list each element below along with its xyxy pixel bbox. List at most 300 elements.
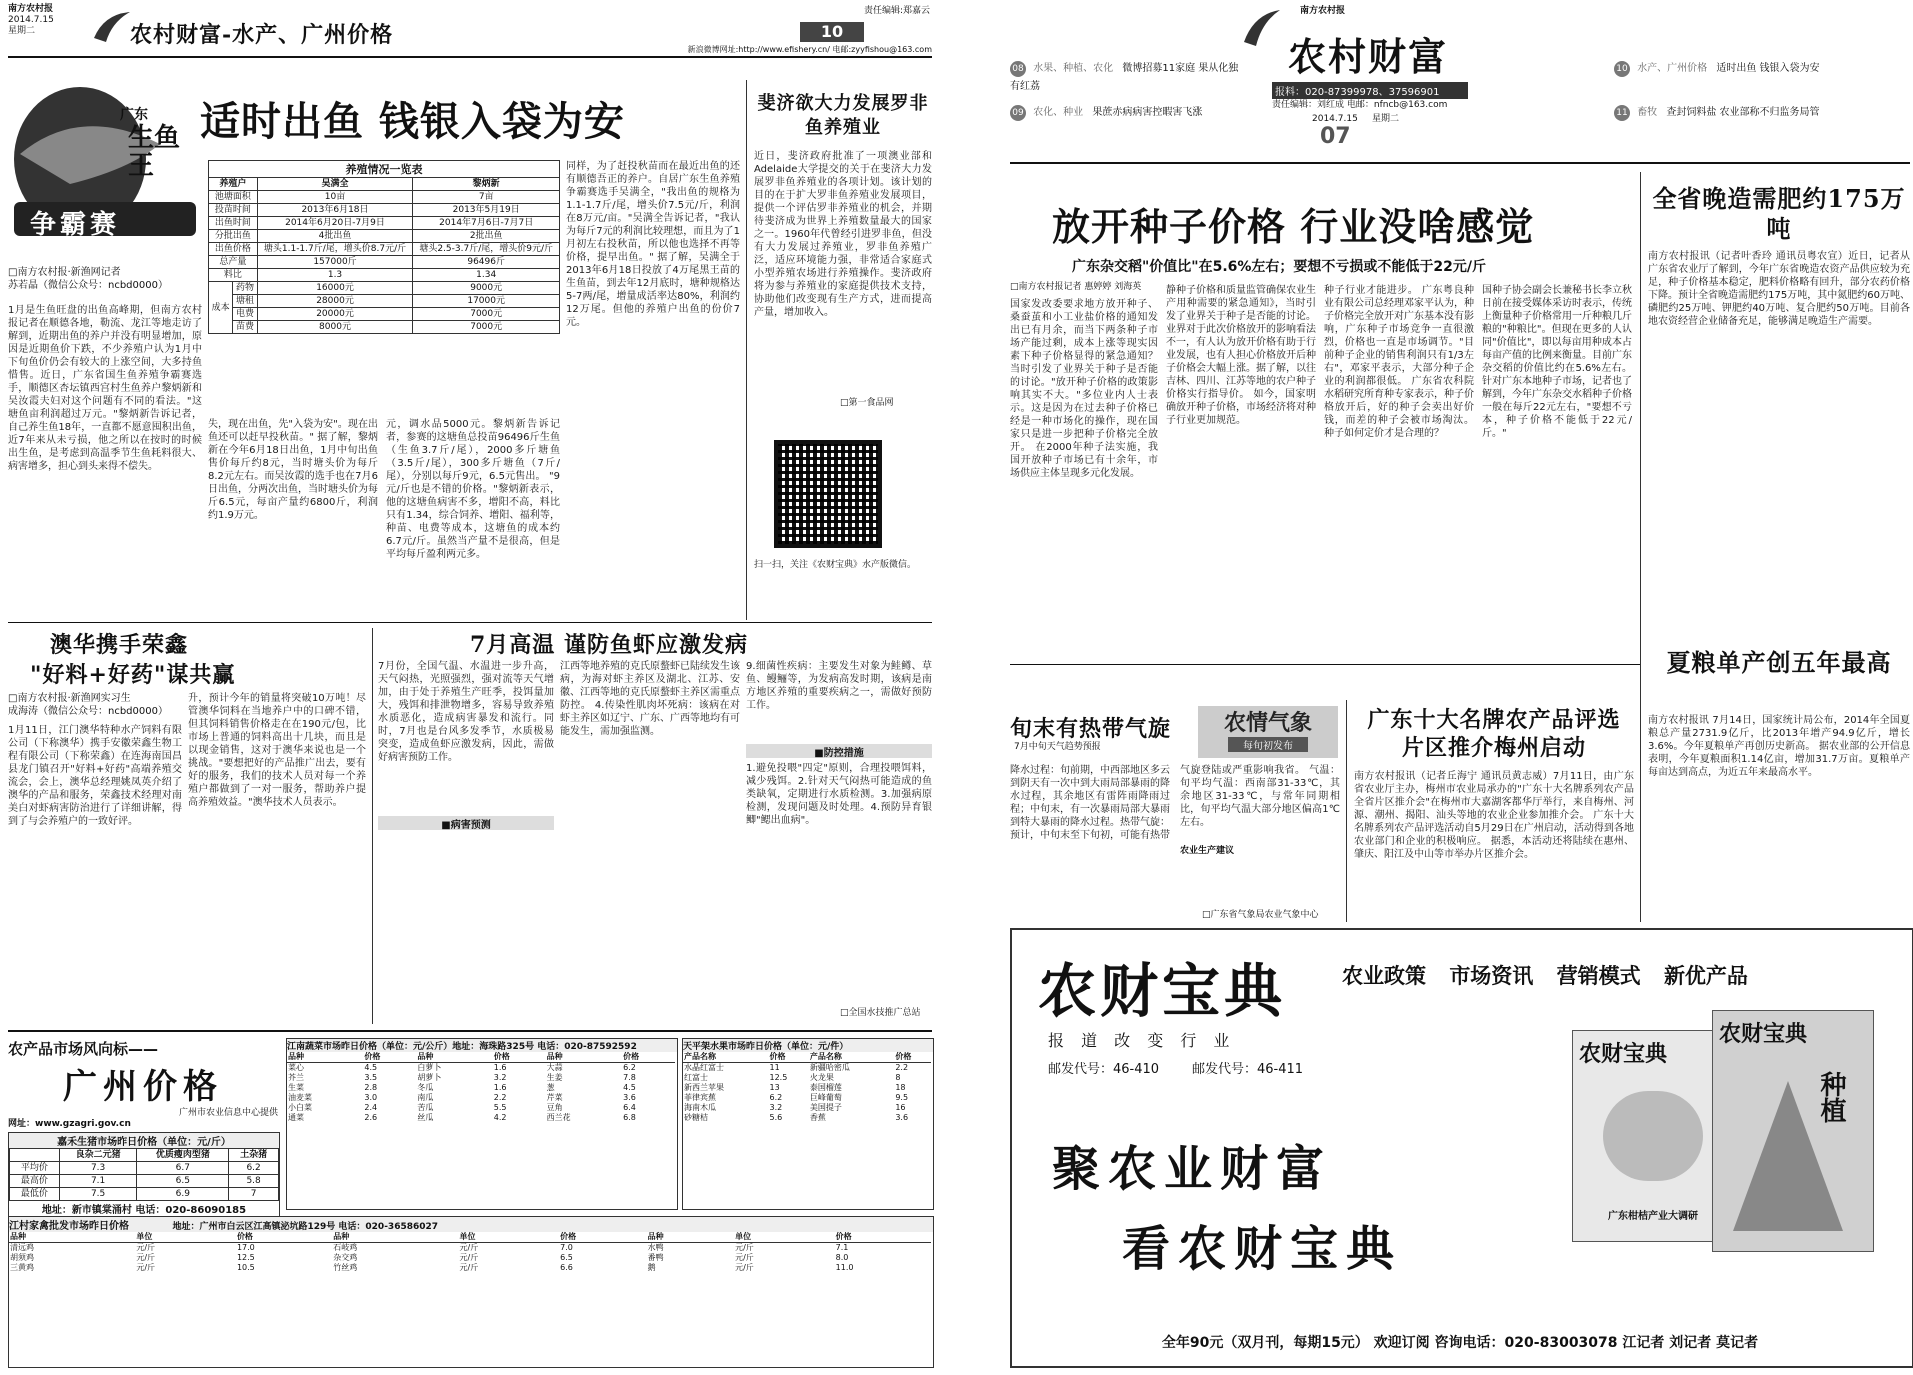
aohua-byline: □南方农村报·新渔网实习生 成海涛（微信公众号：ncbd0000） <box>8 693 168 717</box>
table-cell: 投苗时间 <box>209 204 258 217</box>
right-masthead-rule <box>1010 162 1910 164</box>
table-cell: 生菜 <box>288 1083 304 1092</box>
table-cell: 7.0 <box>560 1243 573 1252</box>
table-cell: 6.8 <box>623 1113 636 1122</box>
pig-table-address: 地址：新市镇棠涌村 电话：020-86090185 <box>41 1205 247 1216</box>
fruit-price-table <box>682 1038 934 1210</box>
table-cell: 4.5 <box>364 1063 378 1072</box>
disease-forecast-box: ■病害预测 <box>378 816 554 830</box>
table-row <box>287 1063 675 1074</box>
fruit-table-grid <box>683 1052 931 1123</box>
table-cell: 小白菜 <box>288 1103 312 1112</box>
table-cell: 10.5 <box>236 1263 255 1272</box>
table-cell: 4批出鱼 <box>257 230 413 243</box>
table-cell: 豆角 <box>546 1103 563 1112</box>
table-cell: 10亩 <box>257 191 413 204</box>
table-cell: 杂交鸡 <box>333 1253 358 1262</box>
right-hotline: 报料：020-87399978、37596901 <box>1272 82 1468 99</box>
table-cell: 分批出鱼 <box>209 230 258 243</box>
table-header-cell: 养殖户 <box>209 178 258 191</box>
table-row <box>9 1263 931 1273</box>
table-header-cell: 良杂二元猪 <box>59 1149 137 1162</box>
table-cell: 17.0 <box>236 1243 255 1252</box>
table-cell: 5.8 <box>229 1175 279 1188</box>
table-cell: 电费 <box>233 308 257 321</box>
qr-caption: 扫一扫，关注《农财宝典》水产版微信。 <box>754 560 917 570</box>
table-cell: 砂糖桔 <box>684 1113 708 1122</box>
table-cell: 冬瓜 <box>417 1083 434 1092</box>
table-cell: 大蒜 <box>546 1063 563 1072</box>
lead-col3: 元，调水品5000元。黎炳新告诉记者，参赛的这塘鱼总投苗96496斤生鱼（生鱼3.7斤/尾），2000多斤塘鱼（3.5斤/尾），300多斤塘鱼（7斤/尾），分别以每斤9元，6.5元售出。 "9元/斤也是不错的价格。"黎炳新表示，他的这塘鱼病害不多，增阳不高，料比只有1.34，综合饲养、增阳、福利等，种苗、电费等成本，这塘鱼的成本约6.7元/斤。虽然当产量不是很高，但是平均每斤盈利两元多。 <box>386 419 560 560</box>
side-divider <box>746 80 747 620</box>
nav-text: 查封饲料盐 农业部称不归监务局管 <box>1666 107 1820 118</box>
table-cell: 元/斤 <box>459 1253 479 1262</box>
cover2-sub: 种植 <box>1816 1071 1846 1123</box>
table-row <box>209 256 560 269</box>
veg-table-body <box>287 1063 675 1124</box>
control-measures-title: ■防控措施 <box>746 744 932 758</box>
table-cell: 2014年7月6日-7月7日 <box>413 217 560 230</box>
weather-badge <box>1198 706 1338 758</box>
table-cell: 西兰花 <box>546 1113 571 1122</box>
table-cell: 总产量 <box>209 256 258 269</box>
nav-left <box>1010 60 1240 122</box>
bottom-divider <box>372 628 373 1024</box>
table-cell: 塘租 <box>233 295 257 308</box>
seed-col3: 种子行业才能进步。 广东粤良种业有限公司总经理邓家平认为，种子价格完全放开对广东基本没有影响，广东种子市场竞争一直很激烈，价格也一直是市场调节。"目前种子企业的销售利润只有1/3左右"，邓家平表示，大部分种子企业的利润都很低。 广东省农科院水稻研究所育种专家表示，种子价格放开后，好的种子会卖出好价钱，而差的种子会被市场淘汰。 种子如何定价才是合理的？ <box>1324 285 1474 439</box>
fruit-table-header <box>683 1052 931 1063</box>
right-page-number: 07 <box>1320 124 1351 149</box>
poultry-table-body <box>9 1243 931 1274</box>
table-row <box>683 1093 931 1103</box>
table-cell: 6.7 <box>137 1162 229 1175</box>
pig-table-title: 嘉禾生猪市场昨日价格（单位：元/斤） <box>9 1133 279 1148</box>
pig-table-body <box>10 1162 279 1201</box>
table-row <box>287 1093 675 1103</box>
nav-num: 09 <box>1010 105 1026 121</box>
table-cell: 16 <box>895 1103 906 1112</box>
left-editor: 责任编辑:郑嘉云 <box>863 6 930 16</box>
table-row <box>287 1083 675 1093</box>
table-cell: 元/斤 <box>459 1263 479 1272</box>
market-rule <box>8 1030 932 1032</box>
table-header-cell: 吴满全 <box>257 178 413 191</box>
table-row <box>209 191 560 204</box>
table-header-cell: 价格 <box>363 1052 416 1063</box>
nav-item-08[interactable] <box>1010 60 1240 104</box>
table-cell: 火龙果 <box>809 1073 834 1082</box>
table-cell: 生姜 <box>546 1073 563 1082</box>
table-cell: 6.2 <box>229 1162 279 1175</box>
table-cell: 出鱼价格 <box>209 243 258 256</box>
table-cell: 出鱼时间 <box>209 217 258 230</box>
table-cell: 元/斤 <box>136 1263 156 1272</box>
left-page-number: 10 <box>800 22 864 42</box>
table-row <box>9 1253 931 1263</box>
table-cell: 6.5 <box>560 1253 573 1262</box>
nav-cat: 畜牧 <box>1637 107 1658 118</box>
table-cell: 成本 <box>209 282 233 334</box>
magazine-cover-1 <box>1572 1030 1734 1242</box>
table-row <box>209 321 560 334</box>
table-cell: 南瓜 <box>417 1093 434 1102</box>
table-cell: 1.6 <box>493 1063 507 1072</box>
right-date: 2014.7.15 <box>1312 114 1358 124</box>
seed-subhead: 广东杂交稻"价值比"在5.6%左右；要想不亏损或不能低于22元/斤 <box>1072 259 1487 275</box>
table-header-cell: 品种 <box>287 1052 363 1063</box>
table-cell: 7000元 <box>413 308 560 321</box>
table-cell: 2013年5月19日 <box>413 204 560 217</box>
table-row <box>683 1073 931 1083</box>
table-cell: 芥兰 <box>288 1073 304 1082</box>
page-gutter <box>938 0 1002 1375</box>
table-cell: 胡萝卜 <box>417 1073 442 1082</box>
table-cell: 清远鸡 <box>10 1243 34 1252</box>
right-weekday: 星期二 <box>1372 114 1400 124</box>
nav-cat: 水果、种植、农化 <box>1033 63 1114 74</box>
table-row <box>683 1063 931 1074</box>
table-row <box>683 1113 931 1123</box>
table-cell: 12.5 <box>769 1073 788 1082</box>
left-section-title: 农村财富-水产、广州价格 <box>130 22 394 48</box>
table-cell: 8000元 <box>257 321 413 334</box>
table-row <box>209 217 560 230</box>
table-cell: 美国提子 <box>809 1103 842 1112</box>
brand-headline2: 片区推介梅州启动 <box>1401 735 1586 761</box>
table-cell: 7.5 <box>59 1188 137 1201</box>
table-header-cell: 产品名称 <box>683 1052 769 1063</box>
right-editor: 责任编辑：刘红成 电邮：nfncb@163.com <box>1272 100 1448 110</box>
table-cell: 海南木瓜 <box>684 1103 716 1112</box>
badge-top: 广东 <box>120 107 148 123</box>
market-header <box>8 1038 278 1130</box>
heat-source: □全国水技推广总站 <box>840 1008 921 1018</box>
aohua-body1: 1月11日，江门澳华特种水产饲料有限公司（下称澳华）携手安徽荣鑫生物工程有限公司（下称荣鑫）在连海南国昌县龙门镇召开"好料+好药"高端养殖交流会，会上，澳华总经理姚凤英介绍了澳华的产品和服务，荣鑫技术经理对南美白对虾病害防治进行了详细讲解，得到了与会养殖户的一致好评。 <box>8 725 182 827</box>
table-cell: 葱 <box>546 1083 555 1092</box>
poultry-table-header <box>9 1232 931 1243</box>
table-cell: 水鸭 <box>647 1243 664 1252</box>
table-cell: 7000元 <box>413 321 560 334</box>
table-cell: 石岐鸡 <box>333 1243 358 1252</box>
table-row <box>209 204 560 217</box>
left-masthead <box>8 4 98 37</box>
table-header-cell: 品种 <box>332 1232 458 1243</box>
table-cell: 7 <box>229 1188 279 1201</box>
left-logo: 南方农村报 <box>8 4 54 14</box>
weather-badge-title: 农情气象 <box>1223 711 1312 736</box>
table-cell: 7.1 <box>59 1175 137 1188</box>
table-cell: 番鸭 <box>647 1253 664 1262</box>
table-cell: 最低价 <box>10 1188 60 1201</box>
table-cell: 5.5 <box>493 1103 507 1112</box>
weather-body: 降水过程：旬前期，中西部地区多云到阴天有一次中到大雨局部暴雨的降水过程，其余地区有雷阵雨降雨过程；中旬末，有一次暴雨局部大暴雨到特大暴雨的降水过程。热带气旋：预计，中旬末至下旬初，可能有热带气旋登陆或严重影响我省。 气温：旬平均气温：西南部31-33℃，其余地区31-33℃，与常年同期相比，旬平均气温大部分地区偏高1℃左右。 <box>1010 765 1340 841</box>
table-cell: 6.2 <box>769 1093 783 1102</box>
side-headline: 斐济欲大力发展罗非鱼养殖业 <box>757 93 929 138</box>
table-header-cell: 价格 <box>894 1052 931 1063</box>
table-body <box>209 191 560 334</box>
nongcai-ad[interactable] <box>1010 928 1913 1368</box>
farm-table <box>208 160 560 334</box>
nav-cat: 农化、种业 <box>1033 107 1084 118</box>
table-row <box>10 1162 279 1175</box>
table-cell: 竹丝鸡 <box>333 1263 358 1272</box>
control-measures-body: 1.避免投喂"四定"原则，合理投喂饵料，减少残饵。2.针对天气闷热可能造成的鱼类缺氧，定期进行水质检测。3.加强病原检测，发现问题及时处理。4.预防异育银鲫"鳃出血病"。 <box>746 763 932 826</box>
logo-bird-icon <box>92 8 132 52</box>
table-cell: 香蕉 <box>809 1113 826 1122</box>
table-header-cell: 价格 <box>769 1052 809 1063</box>
brand-divider <box>1346 700 1347 922</box>
seed-headline: 放开种子价格 行业没啥感觉 <box>1052 204 1535 249</box>
ad-motto: 报 道 改 变 行 业 <box>1048 1031 1236 1050</box>
table-cell: 水晶红富士 <box>684 1063 724 1072</box>
table-cell: 9000元 <box>413 282 560 295</box>
table-header-cell: 单位 <box>135 1232 236 1243</box>
nav-item-10[interactable] <box>1614 60 1910 104</box>
left-page <box>0 0 938 1375</box>
badge-bottom: 争霸赛 <box>30 210 121 240</box>
table-header-cell <box>10 1149 60 1162</box>
ad-brand: 农财宝典 <box>1038 957 1287 1025</box>
table-cell: 18 <box>895 1083 906 1092</box>
ad-tags <box>1342 960 1764 990</box>
side-body: 近日，斐济政府批准了一项澳业部和Adelaide大学提交的关于在斐济大力发展罗非鱼养殖业的各项计划。该计划的目的在于扩大罗非鱼养殖业发展项目，提供一个评估罗非养殖业的机会，并期待斐济成为世界上养殖数量最大的国家之一。1960年代曾经引进罗非鱼，但没有大力发展过养殖业，罗非鱼养殖广泛，适应环境能力强，非常适合家庭式小型养殖农场进行养殖操作。斐济政府将为参与养殖业的家庭提供技术支持，协助他们改变现有生产方式，进而提高产量，增加收入。 <box>754 151 932 318</box>
right-logo: 南方农村报 <box>1300 6 1346 16</box>
market-title: 广州价格 <box>63 1067 223 1107</box>
ad-slogan1: 聚农业财富 <box>1052 1141 1333 1197</box>
heat-body1: 7月份，全国气温、水温进一步升高，天气闷热，光照强烈，强对流等天气增加，由于处于养殖生产旺季，投饵量加大，残饵和排泄物增多，容易导致养殖水质恶化，造成病害暴发和流行。同时，7月也是台风多发季节，水质极易突变，造成鱼虾应激发病，因此，需做好病害预防工作。 <box>378 661 554 763</box>
table-cell: 7.3 <box>59 1162 137 1175</box>
nav-text: 适时出鱼 钱银入袋为安 <box>1716 63 1820 74</box>
table-header-cell: 土杂猪 <box>229 1149 279 1162</box>
table-cell: 3.2 <box>769 1103 783 1112</box>
table-row <box>287 1073 675 1083</box>
table-cell: 新疆哈密瓜 <box>809 1063 850 1072</box>
table-cell: 池塘面积 <box>209 191 258 204</box>
table-cell: 3.6 <box>623 1093 636 1102</box>
brand-body: 南方农村报讯（记者丘海宁 通讯员黄志威）7月11日，由广东省农业厅主办，梅州市农业局承办的"广东十大名牌系列农产品全省片区推介会"在梅州市大嘉湖客都华厅举行，来自梅州、河源、潮州、揭阳、汕头等地的农业企业参加推介会。 广东十大名牌系列农产品评选活动自5月29日在广州启动，活动得到各地农业部门和企业的积极响应。 据悉，本活动还将陆续在惠州、肇庆、阳江及中山等市举办片区推介会。 <box>1354 771 1634 860</box>
ad-tag: 市场资讯 <box>1449 964 1534 988</box>
table-cell: 元/斤 <box>735 1243 754 1252</box>
summer-grain-body: 南方农村报讯 7月14日，国家统计局公布，2014年全国夏粮总产量2731.9亿斤，比2013年增产94.9亿斤，增长3.6%。今年夏粮单产再创历史新高。 据农业部的公开信息表明，今年夏粮面积1.14亿亩，增加31.7万亩。夏粮单产每亩达到高点，为近五年来最高水平。 <box>1648 715 1910 778</box>
seed-byline: □南方农村报记者 惠婷婷 刘海英 <box>1010 282 1142 292</box>
market-site: 网址：www.gzagri.gov.cn <box>8 1119 131 1129</box>
aohua-headline1: 澳华携手荣鑫 <box>50 632 189 658</box>
table-cell: 元/斤 <box>459 1243 479 1252</box>
section-rule <box>8 622 932 623</box>
sidebar-divider <box>1640 172 1641 922</box>
table-cell: 丝瓜 <box>417 1113 434 1122</box>
qr-code-icon <box>774 440 882 548</box>
table-cell: 12.5 <box>236 1253 255 1262</box>
table-header-cell: 品种 <box>647 1232 734 1243</box>
summer-grain-headline: 夏粮单产创五年最高 <box>1666 648 1892 677</box>
table-cell: 9.5 <box>895 1093 909 1102</box>
seed-col4: 国种子协会副会长兼秘书长李立秋日前在接受媒体采访时表示，传统上衡量种子价格常用一斤种粮几斤粮的"种粮比"。但现在更多的人认同"价值比"，即以每亩用种成本占每亩产值的比例来衡量。目前广东杂交稻的价值比约在5.6%左右。 针对广东本地种子市场，记者也了解到，今年广东杂交水稻种子价格一般在每斤22元左右，"要想不亏本，种子价格不能低于22元/斤。" <box>1482 285 1632 439</box>
table-cell: 油麦菜 <box>288 1093 312 1102</box>
table-cell: 4.5 <box>623 1083 636 1092</box>
table-row <box>209 243 560 256</box>
cover1-title: 农财宝典 <box>1579 1042 1668 1067</box>
table-cell: 新西兰苹果 <box>684 1083 724 1092</box>
nav-text: 果蔗赤病病害控暇害飞涨 <box>1092 107 1203 118</box>
table-cell: 16000元 <box>257 282 413 295</box>
table-header-cell: 单位 <box>459 1232 560 1243</box>
table-cell: 料比 <box>209 269 258 282</box>
table-cell: 7.8 <box>623 1073 636 1082</box>
table-cell: 3.6 <box>895 1113 909 1122</box>
masthead-rule <box>8 56 932 58</box>
lead-byline: □南方农村报·新渔网记者 苏若晶（微信公众号：ncbd0000） <box>8 267 168 291</box>
table-cell: 元/斤 <box>136 1243 156 1252</box>
left-contact: 新浪微博网址:http://www.efishery.cn/ 电邮:zyyfishou@163.com <box>687 45 932 54</box>
ad-postal1: 邮发代号：46-410 <box>1048 1062 1160 1077</box>
table-row <box>209 230 560 243</box>
table-cell: 巨峰葡萄 <box>809 1093 842 1102</box>
table-cell: 6.5 <box>137 1175 229 1188</box>
table-cell: 元/斤 <box>735 1263 754 1272</box>
table-header-cell: 优质瘦肉型猪 <box>137 1149 229 1162</box>
table-cell: 苗费 <box>233 321 257 334</box>
logo-bird-icon <box>1242 6 1282 56</box>
table-cell: 芹菜 <box>546 1093 563 1102</box>
vegetable-price-table <box>286 1038 678 1210</box>
table-cell: 1.6 <box>493 1083 507 1092</box>
table-header-cell: 价格 <box>236 1232 332 1243</box>
table-row <box>683 1083 931 1093</box>
table-row <box>287 1103 675 1113</box>
poultry-table-address: 地址：广州市白云区江高镇泌坑路129号 电话：020-36586027 <box>172 1222 439 1232</box>
poultry-table-grid <box>9 1232 931 1273</box>
table-cell: 2014年6月20日-7月9日 <box>257 217 413 230</box>
weather-headline: 旬末有热带气旋 <box>1010 716 1172 742</box>
table-cell: 11 <box>769 1063 780 1072</box>
cover2-title: 农财宝典 <box>1719 1022 1808 1047</box>
table-row <box>287 1113 675 1123</box>
table-cell: 8.0 <box>835 1253 849 1262</box>
weather-sub: 7月中旬天气趋势预报 <box>1014 742 1101 752</box>
table-header-cell: 品种 <box>546 1052 622 1063</box>
cover1-sub: 广东柑桔产业大调研 <box>1608 1211 1698 1222</box>
veg-table-header <box>287 1052 675 1063</box>
table-cell: 平均价 <box>10 1162 60 1175</box>
table-header-cell: 价格 <box>559 1232 646 1243</box>
veg-table-title: 江南蔬菜市场昨日价格（单位：元/公斤）地址：海珠路325号 电话：020-87592592 <box>287 1039 677 1052</box>
right-page-title: 农村财富 <box>1288 34 1449 79</box>
pig-price-table <box>8 1132 280 1217</box>
table-row <box>9 1243 931 1254</box>
table-cell: 8 <box>895 1073 901 1082</box>
left-date: 2014.7.15 <box>8 15 54 25</box>
table-header-cell: 品种 <box>9 1232 135 1243</box>
table-cell: 菜心 <box>288 1063 304 1072</box>
ad-footer: 全年90元（双月刊，每期15元） 欢迎订阅 咨询电话：020-83003078 江记者 刘记者 莫记者 <box>1161 1335 1759 1351</box>
fruit-table-title: 天平架水果市场昨日价格（单位：元/件） <box>683 1039 933 1052</box>
table-header-cell: 价格 <box>622 1052 675 1063</box>
table-cell: 11.0 <box>835 1263 854 1272</box>
fertilizer-headline: 全省晚造需肥约175万吨 <box>1652 184 1906 243</box>
nav-cat: 水产、广州价格 <box>1637 63 1708 74</box>
table-header-cell: 单位 <box>734 1232 835 1243</box>
table-cell: 2.2 <box>895 1063 909 1072</box>
ad-slogan2: 看农财宝典 <box>1122 1221 1403 1277</box>
table-row <box>209 282 560 295</box>
pig-table-grid <box>9 1148 279 1201</box>
table-cell: 三黄鸡 <box>10 1263 34 1272</box>
farm-table-grid <box>208 177 560 334</box>
table-cell: 白萝卜 <box>417 1063 442 1072</box>
nav-num: 08 <box>1010 61 1026 77</box>
table-cell: 泰国榴莲 <box>809 1083 842 1092</box>
table-cell: 2.2 <box>493 1093 507 1102</box>
table-cell: 2.6 <box>364 1113 378 1122</box>
table-cell: 6.2 <box>623 1063 636 1072</box>
table-cell: 最高价 <box>10 1175 60 1188</box>
table-row <box>10 1175 279 1188</box>
ad-tag: 农业政策 <box>1342 964 1426 988</box>
table-cell: 96496斤 <box>413 256 560 269</box>
right-page <box>1002 0 1913 1375</box>
table-cell: 红富士 <box>684 1073 708 1082</box>
market-label: 农产品市场风向标—— <box>8 1040 159 1058</box>
table-cell: 3.2 <box>493 1073 507 1082</box>
weather-badge-sub: 每旬初发布 <box>1228 737 1308 752</box>
table-cell: 3.0 <box>364 1093 378 1102</box>
market-provider: 广州市农业信息中心提供 <box>178 1108 278 1118</box>
table-row <box>209 308 560 321</box>
table-cell: 7亩 <box>413 191 560 204</box>
poultry-table-title: 江村家禽批发市场昨日价格 <box>9 1221 129 1232</box>
nav-right <box>1614 60 1910 122</box>
aohua-headline2: "好料+好药"谋共赢 <box>30 662 236 688</box>
nav-num: 11 <box>1614 105 1630 121</box>
heat-body2: 江西等地养殖的克氏原螯虾已陆续发生该病，为海对虾主养区及湖北、江苏、安徽、江西等地的克氏原螯虾主养区需重点防控。 4.传染性肌肉坏死病：该病在对虾主养区如辽宁、广东、广西等地均有可能发生，需加强监测。 <box>560 661 740 737</box>
lead-headline: 适时出鱼 钱银入袋为安 <box>200 98 625 145</box>
table-cell: 塘头2.5-3.7斤/尾，增头价9元/斤 <box>413 243 560 256</box>
table-cell: 13 <box>769 1083 780 1092</box>
table-row <box>683 1103 931 1113</box>
aohua-body2: 升，预计今年的销量将突破10万吨！尽管澳华饲料在当地养户中的口碑不错，但其饲料销售价格走在在190元/包，比市场上普通的饲料高出十几块，而且是以现金销售，这对于澳华来说也是一个挑战。"要想把好的产品推广出去，要有好的服务，我们的技术人员对每一个养殖户都做到了一对一服务，帮助养户提高养殖效益。"澳华技术人员表示。 <box>188 693 366 808</box>
heat-headline: 7月高温 谨防鱼虾应激发病 <box>470 632 748 658</box>
table-cell: 3.5 <box>364 1073 378 1082</box>
lead-col2: 失，现在出鱼，先"入袋为安"。现在出鱼还可以赶早投秋苗。" 据了解，黎炳新在今年6月18日出鱼，1月中旬出鱼售价每斤约8元，当时塘头价为每斤8.2元左右。而吴汝霞的选手也在7月6日出鱼，分两次出鱼，当时塘头价为每斤6.5元，每亩产量约6800斤，利润约1.9万元。 <box>208 419 378 521</box>
fish-contest-logo <box>10 74 200 244</box>
table-cell: 元/斤 <box>136 1253 156 1262</box>
fruit-table-body <box>683 1063 931 1124</box>
heat-body3: 9.细菌性疾病：主要发生对象为鲑鳟、草鱼、鳗鲡等，为发病高发时期，该病是南方地区养殖的重要疾病之一，需做好预防工作。 <box>746 661 932 711</box>
lead-col1: 1月是生鱼旺盘的出鱼高峰期，但南方农村报记者在顺德各地，勒流、龙江等地走访了解到，近期出鱼的养户并没有明显增加，原因是近期鱼价下跌，不少养殖户认为1月中下旬鱼价仍会有较大的上涨空间，大多持鱼惜售。近日，广东省国生鱼养殖争霸赛选手，顺德区杏坛镇西宫村生鱼养户黎炳新和吴汝霞夫妇对这个问题有不同的看法。"这塘鱼亩利润超过万元。"黎炳新告诉记者，自己养生鱼18年，一直都不愿意囤积出鱼，近7年来从未亏损，他之所以在按时的时候出生鱼，是考虑到高温季节生鱼耗料很大、病害增多，担心到头来得不偿失。 <box>8 305 202 472</box>
table-header-cell: 品种 <box>416 1052 492 1063</box>
table-cell: 1.34 <box>413 269 560 282</box>
ad-tag: 新优产品 <box>1663 964 1748 988</box>
table-cell: 20000元 <box>257 308 413 321</box>
table-cell: 菲律宾蕉 <box>684 1093 716 1102</box>
poultry-price-table <box>8 1216 934 1368</box>
weather-subhead2: 农业生产建议 <box>1180 846 1235 856</box>
table-cell: 元/斤 <box>735 1253 754 1262</box>
table-cell: 通菜 <box>288 1113 304 1122</box>
table-cell: 6.9 <box>137 1188 229 1201</box>
nav-item-11[interactable] <box>1614 104 1910 122</box>
table-cell: 17000元 <box>413 295 560 308</box>
table-header-cell: 黎炳新 <box>413 178 560 191</box>
table-header-cell: 价格 <box>493 1052 546 1063</box>
ad-tag: 营销模式 <box>1556 964 1641 988</box>
nav-item-09[interactable] <box>1010 104 1240 122</box>
nav-text: 微博招募11家庭 果从化独有红荔 <box>1010 63 1239 92</box>
table-cell: 2.8 <box>364 1083 378 1092</box>
table-cell: 28000元 <box>257 295 413 308</box>
table-cell: 苦瓜 <box>417 1103 434 1112</box>
